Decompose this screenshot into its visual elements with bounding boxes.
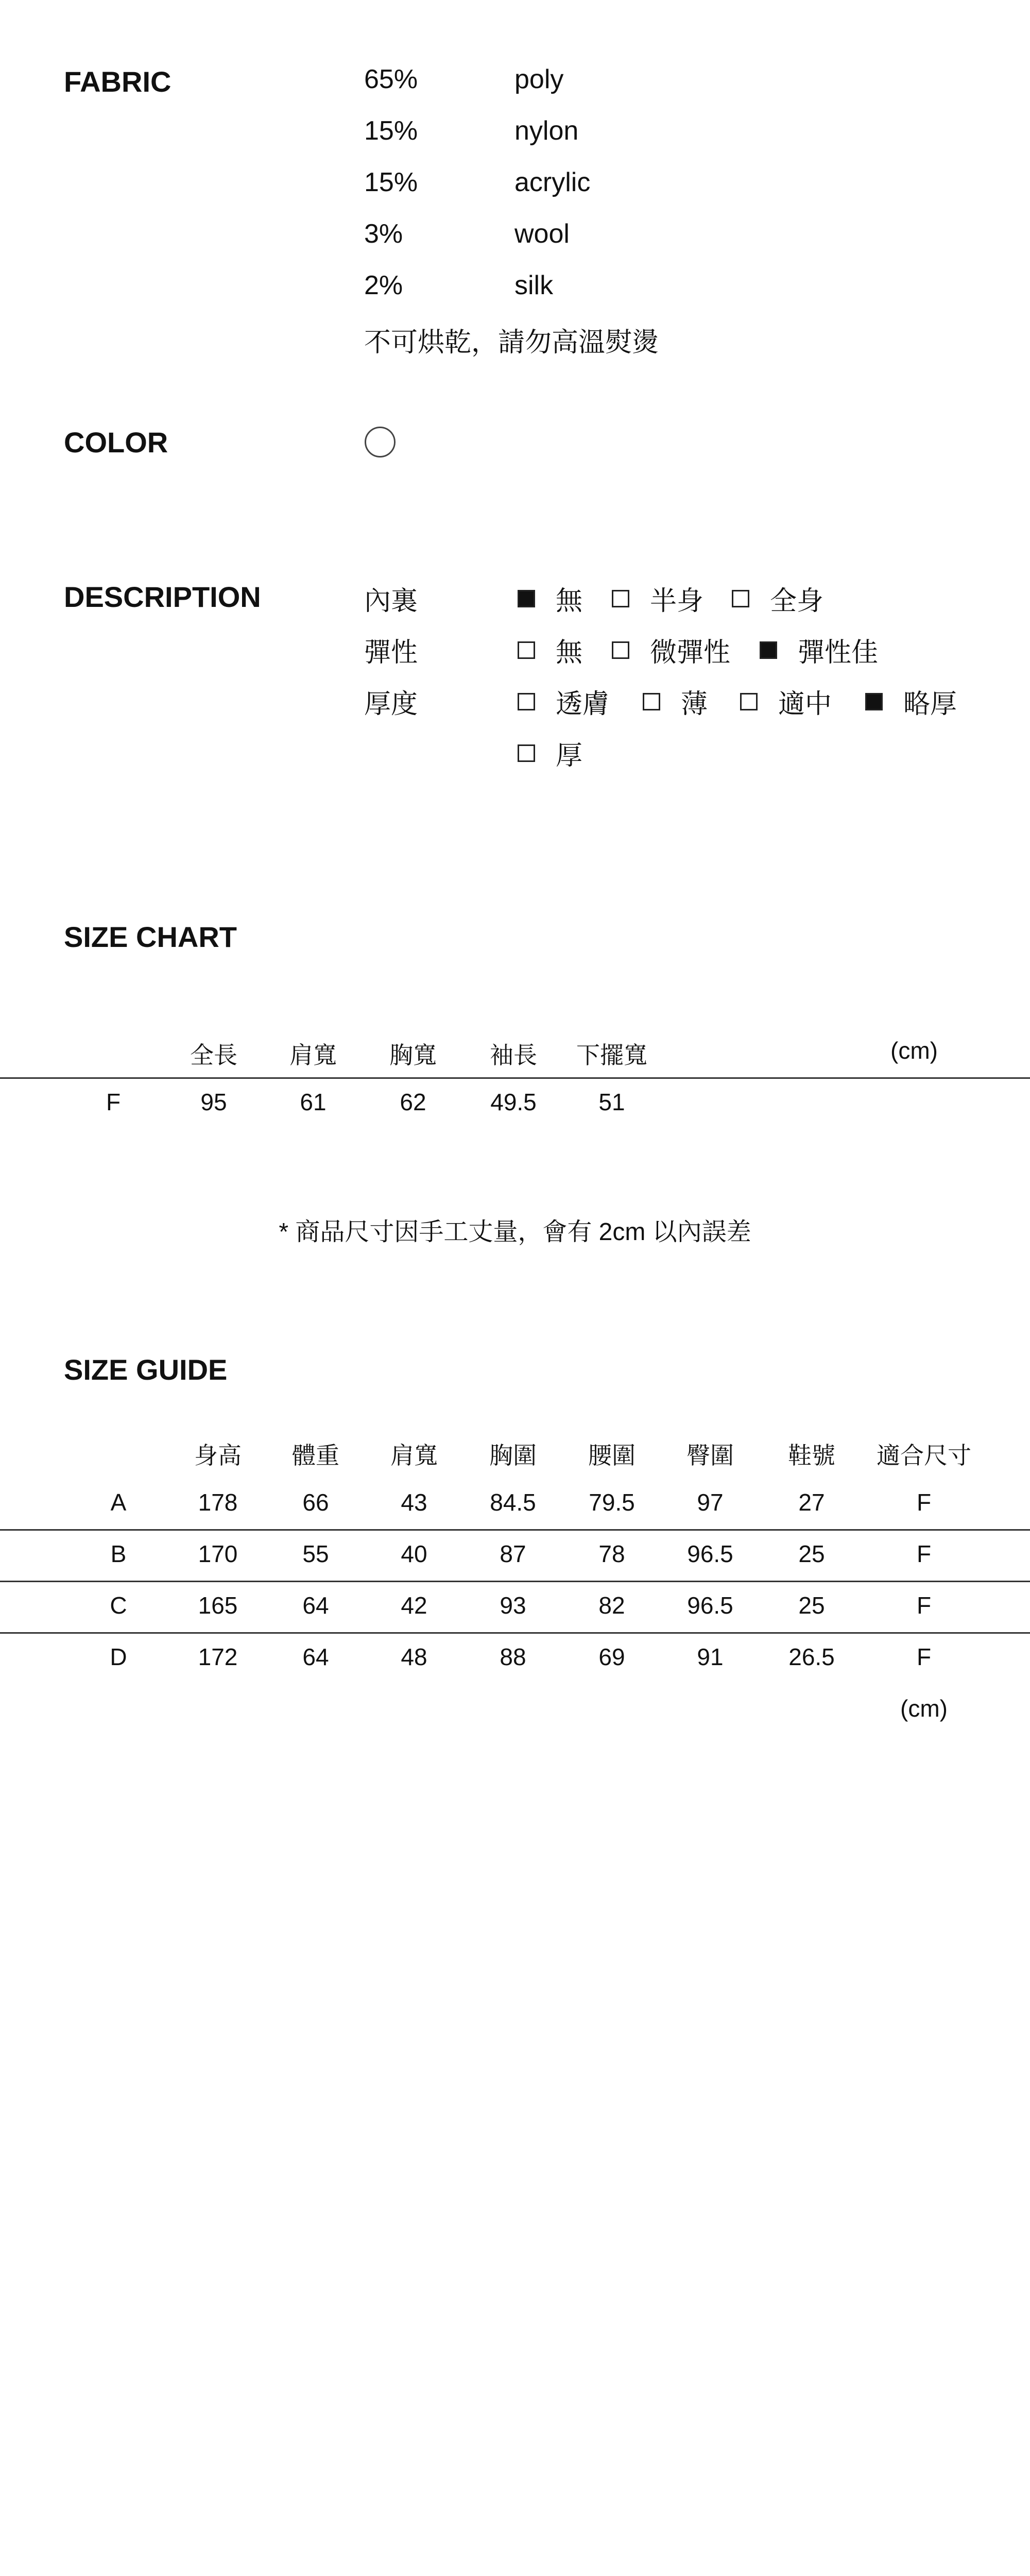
option-label: 厚 xyxy=(556,741,583,771)
table-divider xyxy=(0,1632,1030,1634)
table-divider xyxy=(0,1077,1030,1079)
fabric-heading: FABRIC xyxy=(64,65,171,98)
table-cell: 42 xyxy=(401,1592,427,1619)
model-label: D xyxy=(110,1643,127,1670)
table-cell: 49.5 xyxy=(490,1089,537,1115)
color-swatch[interactable] xyxy=(365,427,396,457)
elasticity-option-none xyxy=(518,631,582,669)
table-cell: 88 xyxy=(500,1643,526,1670)
fabric-material: wool xyxy=(514,219,570,249)
table-cell: 91 xyxy=(697,1643,724,1670)
size-chart-column-header: 肩寬 xyxy=(289,1042,337,1069)
table-cell: 64 xyxy=(302,1592,329,1619)
size-guide-column-header: 腰圍 xyxy=(588,1442,636,1469)
option-label: 適中 xyxy=(778,689,832,719)
fabric-care-note: 不可烘乾，請勿高溫熨燙 xyxy=(364,328,659,358)
size-guide-column-header: 肩寬 xyxy=(390,1442,438,1469)
table-cell: 27 xyxy=(798,1489,825,1516)
lining-option-full xyxy=(732,579,823,618)
table-cell: 93 xyxy=(500,1592,526,1619)
elasticity-option-slight xyxy=(612,631,730,669)
unchecked-square-icon xyxy=(740,693,758,710)
lining-option-half xyxy=(612,579,703,618)
unchecked-square-icon xyxy=(518,641,535,659)
table-cell: F xyxy=(916,1592,932,1619)
thickness-option-sheer xyxy=(518,682,609,721)
size-chart-column-header: 胸寬 xyxy=(389,1042,437,1069)
description-label-thickness: 厚度 xyxy=(364,689,418,719)
table-cell: 170 xyxy=(198,1540,238,1567)
table-cell: 95 xyxy=(200,1089,227,1115)
fabric-percent: 65% xyxy=(364,64,418,94)
option-label: 微彈性 xyxy=(650,638,731,668)
model-label: A xyxy=(110,1489,127,1516)
option-label: 薄 xyxy=(681,689,708,719)
option-label: 全身 xyxy=(770,586,824,616)
checked-square-icon xyxy=(760,641,777,659)
table-cell: 78 xyxy=(598,1540,625,1567)
fabric-percent: 3% xyxy=(364,219,403,249)
table-cell: F xyxy=(916,1489,932,1516)
table-cell: 64 xyxy=(302,1643,329,1670)
model-label: B xyxy=(110,1540,127,1567)
table-cell: 40 xyxy=(401,1540,427,1567)
unchecked-square-icon xyxy=(518,693,535,710)
table-cell: 62 xyxy=(400,1089,426,1115)
table-cell: 25 xyxy=(798,1540,825,1567)
thickness-option-medium xyxy=(740,682,832,721)
fabric-material: nylon xyxy=(514,116,579,146)
table-cell: 96.5 xyxy=(687,1540,733,1567)
size-guide-column-header: 鞋號 xyxy=(788,1442,835,1469)
size-chart-column-header: 下擺寬 xyxy=(576,1042,647,1069)
table-divider xyxy=(0,1581,1030,1582)
unchecked-square-icon xyxy=(643,693,660,710)
table-cell: 25 xyxy=(798,1592,825,1619)
checked-square-icon xyxy=(865,693,883,710)
table-cell: 26.5 xyxy=(788,1643,835,1670)
size-guide-column-header: 身高 xyxy=(194,1442,242,1469)
model-label: C xyxy=(110,1592,127,1619)
fabric-material: silk xyxy=(514,270,554,300)
size-chart-column-header: 袖長 xyxy=(490,1042,537,1069)
option-label: 無 xyxy=(556,586,583,616)
table-cell: 172 xyxy=(198,1643,238,1670)
table-cell: 55 xyxy=(302,1540,329,1567)
table-cell: 87 xyxy=(500,1540,526,1567)
fabric-percent: 15% xyxy=(364,167,418,197)
option-label: 彈性佳 xyxy=(798,638,879,668)
table-cell: 43 xyxy=(401,1489,427,1516)
thickness-option-thin xyxy=(643,682,708,721)
fabric-material: acrylic xyxy=(514,167,591,197)
unchecked-square-icon xyxy=(612,590,629,607)
unchecked-square-icon xyxy=(612,641,629,659)
table-cell: 66 xyxy=(302,1489,329,1516)
option-label: 透膚 xyxy=(556,689,610,719)
fabric-percent: 15% xyxy=(364,116,418,146)
thickness-option-slightly-thick xyxy=(865,682,957,721)
size-label: F xyxy=(106,1089,121,1115)
table-cell: 61 xyxy=(300,1089,327,1115)
size-guide-column-header: 體重 xyxy=(292,1442,339,1469)
checked-square-icon xyxy=(518,590,535,607)
description-label-elasticity: 彈性 xyxy=(364,638,418,668)
table-cell: 178 xyxy=(198,1489,238,1516)
table-divider xyxy=(0,1529,1030,1531)
elasticity-option-good xyxy=(760,631,878,669)
size-chart-unit: (cm) xyxy=(890,1037,938,1064)
table-cell: 84.5 xyxy=(490,1489,536,1516)
size-guide-column-header: 胸圍 xyxy=(489,1442,537,1469)
table-cell: 69 xyxy=(598,1643,625,1670)
table-cell: 96.5 xyxy=(687,1592,733,1619)
measurement-note: * 商品尺寸因手工丈量，會有 2cm 以內誤差 xyxy=(279,1218,751,1246)
table-cell: 165 xyxy=(198,1592,238,1619)
size-chart-column-header: 全長 xyxy=(190,1042,237,1069)
thickness-option-thick xyxy=(518,734,582,772)
size-guide-column-header: 臀圍 xyxy=(686,1442,734,1469)
table-cell: F xyxy=(916,1540,932,1567)
size-guide-column-header: 適合尺寸 xyxy=(877,1442,971,1469)
unchecked-square-icon xyxy=(518,744,535,762)
option-label: 略厚 xyxy=(903,689,957,719)
fabric-percent: 2% xyxy=(364,270,403,300)
table-cell: 97 xyxy=(697,1489,724,1516)
unchecked-square-icon xyxy=(732,590,749,607)
size-guide-unit: (cm) xyxy=(900,1695,948,1722)
size-chart-heading: SIZE CHART xyxy=(64,921,237,953)
size-guide-heading: SIZE GUIDE xyxy=(64,1353,228,1386)
fabric-material: poly xyxy=(514,64,564,94)
table-cell: 51 xyxy=(598,1089,625,1115)
table-cell: F xyxy=(916,1643,932,1670)
table-cell: 79.5 xyxy=(589,1489,635,1516)
table-cell: 82 xyxy=(598,1592,625,1619)
description-label-lining: 內裏 xyxy=(364,586,418,616)
option-label: 半身 xyxy=(650,586,704,616)
description-heading: DESCRIPTION xyxy=(64,581,261,613)
color-heading: COLOR xyxy=(64,426,168,459)
table-cell: 48 xyxy=(401,1643,427,1670)
lining-option-none xyxy=(518,579,582,618)
option-label: 無 xyxy=(556,638,583,668)
